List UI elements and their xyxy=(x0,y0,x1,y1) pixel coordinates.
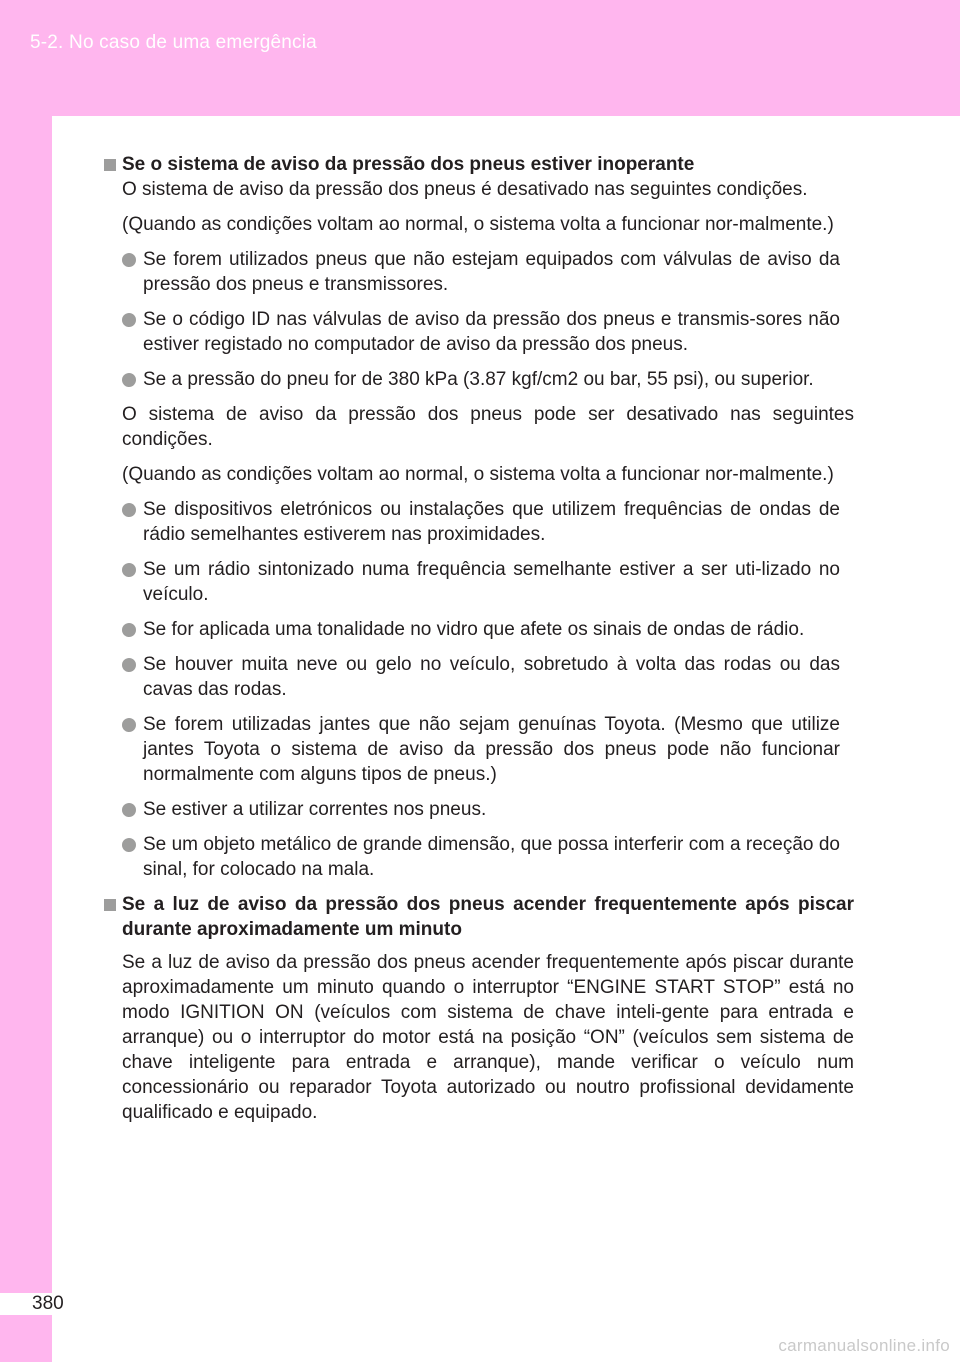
page-number: 380 xyxy=(0,1293,84,1315)
circle-bullet-icon xyxy=(122,373,136,387)
circle-bullet-icon xyxy=(122,623,136,637)
list-item: Se forem utilizados pneus que não estejam equipados com válvulas de aviso da pressão dos pneus e transmissores. xyxy=(122,247,840,297)
side-strip xyxy=(0,116,52,1362)
list-item: Se um objeto metálico de grande dimensão, que possa interferir com a receção do sinal, for colocado na mala. xyxy=(122,832,840,882)
list-item: Se forem utilizadas jantes que não sejam genuínas Toyota. (Mesmo que utilize jantes Toyota o sistema de aviso da pressão dos pneus pode não funcionar normalmente com alguns tipos de pneus.) xyxy=(122,712,840,787)
watermark: carmanualsonline.info xyxy=(778,1336,950,1355)
list-item: Se for aplicada uma tonalidade no vidro que afete os sinais de ondas de rádio. xyxy=(122,617,840,642)
list-item: Se a pressão do pneu for de 380 kPa (3.87 kgf/cm2 ou bar, 55 psi), ou superior. xyxy=(122,367,840,392)
section-heading: Se a luz de aviso da pressão dos pneus acender frequentemente após piscar durante aproximadamente um minuto xyxy=(104,892,854,942)
list-item: Se estiver a utilizar correntes nos pneus. xyxy=(122,797,840,822)
paragraph: (Quando as condições voltam ao normal, o sistema volta a funcionar nor-malmente.) xyxy=(122,214,834,235)
paragraph: Se a luz de aviso da pressão dos pneus acender frequentemente após piscar durante aproximadamente um minuto quando o interruptor “ENGINE START STOP” está no modo IGNITION ON (veículos com sistema de chave inteli-gente para entrada e arranque) ou o interruptor do motor está na posição “ON” (veículos sem sistema de chave inteligente para entrada e arranque), mande verificar o veículo num concessionário ou reparador Toyota autorizado ou noutro profissional devidamente qualificado e equipado. xyxy=(122,952,854,1123)
square-bullet-icon xyxy=(104,159,116,171)
paragraph: O sistema de aviso da pressão dos pneus pode ser desativado nas seguintes condições. xyxy=(122,404,854,450)
circle-bullet-icon xyxy=(122,718,136,732)
list-item: Se o código ID nas válvulas de aviso da pressão dos pneus e transmis-sores não estiver registado no computador de aviso da pressão dos pneus. xyxy=(122,307,840,357)
circle-bullet-icon xyxy=(122,563,136,577)
list-item: Se houver muita neve ou gelo no veículo, sobretudo à volta das rodas ou das cavas das rodas. xyxy=(122,652,840,702)
section-heading: Se o sistema de aviso da pressão dos pneus estiver inoperante xyxy=(104,152,854,177)
paragraph: O sistema de aviso da pressão dos pneus é desativado nas seguintes condições. xyxy=(122,179,808,200)
circle-bullet-icon xyxy=(122,253,136,267)
section-title: 5-2. No caso de uma emergência xyxy=(30,32,317,53)
square-bullet-icon xyxy=(104,899,116,911)
page-header xyxy=(0,0,960,116)
circle-bullet-icon xyxy=(122,503,136,517)
circle-bullet-icon xyxy=(122,658,136,672)
circle-bullet-icon xyxy=(122,803,136,817)
paragraph: (Quando as condições voltam ao normal, o sistema volta a funcionar nor-malmente.) xyxy=(122,464,834,485)
circle-bullet-icon xyxy=(122,838,136,852)
page-content xyxy=(104,152,854,1135)
circle-bullet-icon xyxy=(122,313,136,327)
list-item: Se dispositivos eletrónicos ou instalações que utilizem frequências de ondas de rádio semelhantes estiverem nas proximidades. xyxy=(122,497,840,547)
list-item: Se um rádio sintonizado numa frequência semelhante estiver a ser uti-lizado no veículo. xyxy=(122,557,840,607)
